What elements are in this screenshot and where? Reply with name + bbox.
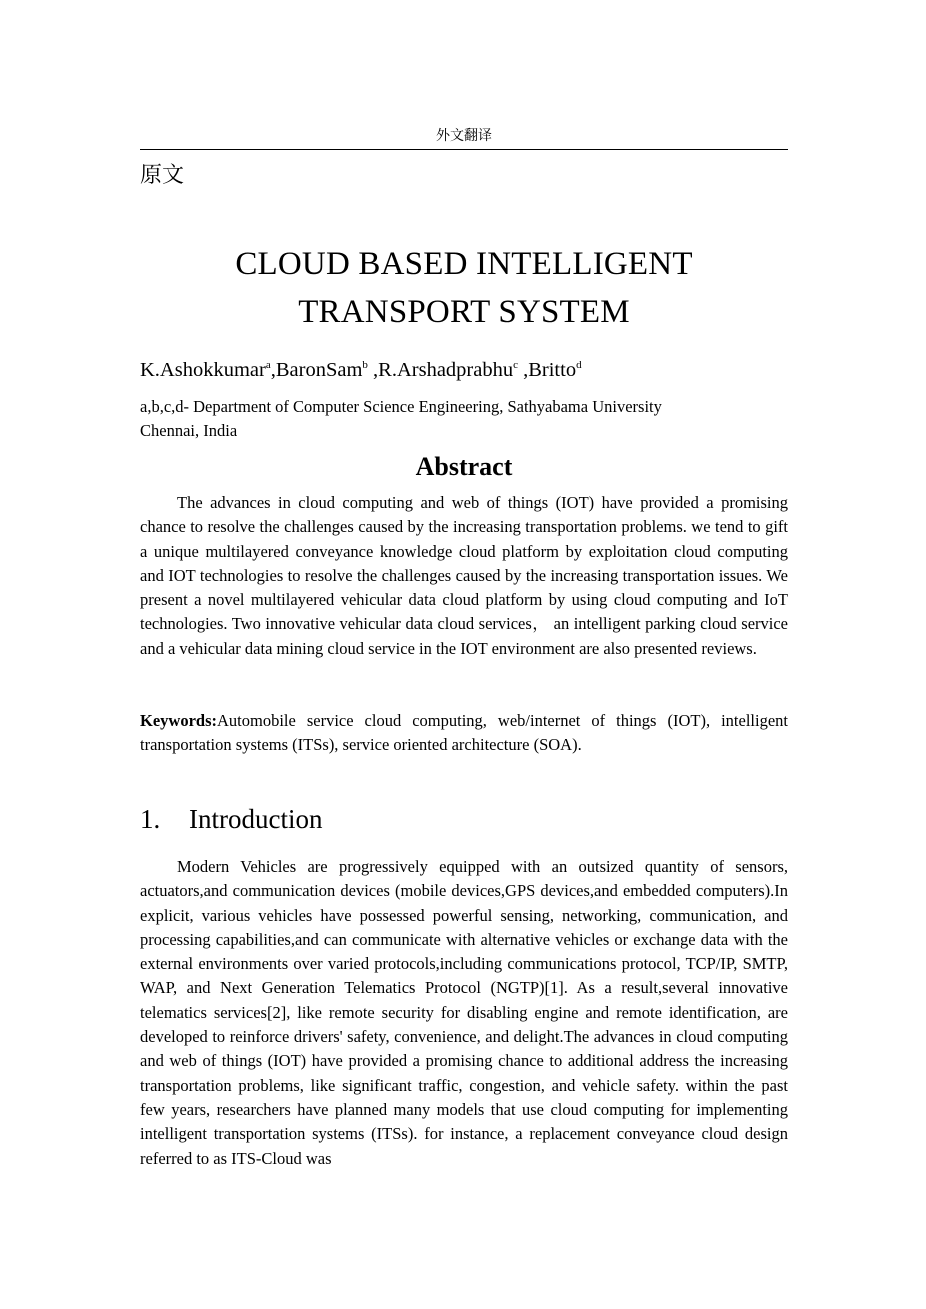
running-header: 外文翻译 [436, 129, 492, 144]
affiliation [140, 395, 740, 443]
author-name: BaronSam [275, 359, 363, 381]
keywords [140, 709, 788, 758]
author-separator: , [367, 359, 379, 381]
author-mark: c [513, 359, 518, 371]
paper-title [140, 240, 788, 336]
header-rule [140, 149, 788, 150]
introduction-body: Modern Vehicles are progressively equipped with an outsized quantity of sensors, actuators,and communication devices (mobile devices,GPS devices,and embedded computers).In explicit, various vehicles have possessed powerful sensing, networking, communication, and processing capabilities,and can communicate with alternative vehicles or exchange data with the external environments over varied protocols,including communications protocol, TCP/IP, SMTP, WAP, and Next Generation Telematics Protocol (NGTP)[1]. As a result,several innovative telematics services[2], like remote security for disabling engine and remote identification, are developed to reinforce drivers' safety, convenience, and delight.The advances in cloud computing and web of things (IOT) have provided a promising chance to additional address the increasing transportation problems, like significant traffic, congestion, and vehicle safety. within the past few years, researchers have planned many models that use cloud computing for implementing intelligent transportation systems (ITSs). for instance, a replacement conveyance cloud design referred to as ITS-Cloud was [140, 857, 788, 1168]
paper-title-line-2: TRANSPORT SYSTEM [298, 294, 630, 330]
section-title: Introduction [189, 804, 323, 834]
affiliation-line-1: a,b,c,d- Department of Computer Science Engineering, Sathyabama University [140, 397, 662, 416]
paper-title-line-1: CLOUD BASED INTELLIGENT [235, 246, 693, 282]
abstract-heading: Abstract [415, 452, 513, 481]
author-name: Britto [528, 359, 577, 381]
author-mark: a [265, 359, 271, 371]
section-number: 1. [140, 804, 161, 834]
author-name: K.Ashokkumar [140, 359, 266, 381]
section-label: 原文 [140, 162, 185, 187]
author-separator: , [270, 359, 276, 381]
author-mark: d [576, 359, 582, 371]
author-name: R.Arshadprabhu [378, 359, 514, 381]
affiliation-line-2: Chennai, India [140, 421, 238, 440]
keywords-text: Automobile service cloud computing, web/internet of things (IOT), intelligent transportation systems (ITSs), service oriented architecture (SOA). [140, 711, 788, 755]
author-mark: b [362, 359, 368, 371]
author-list [140, 356, 582, 384]
keywords-label: Keywords: [140, 711, 217, 730]
author-separator: , [517, 359, 529, 381]
introduction-heading [140, 801, 322, 837]
abstract-body: The advances in cloud computing and web of things (IOT) have provided a promising chance to resolve the challenges caused by the increasing transportation problems. we tend to gift a unique multilayered conveyance knowledge cloud platform by exploitation cloud computing and IOT technologies to resolve the challenges caused by the increasing transportation issues. We present a novel multilayered vehicular data cloud platform by using cloud computing and IoT technologies. Two innovative vehicular data cloud services， an intelligent parking cloud service and a vehicular data mining cloud service in the IOT environment are also presented reviews. [140, 493, 788, 658]
